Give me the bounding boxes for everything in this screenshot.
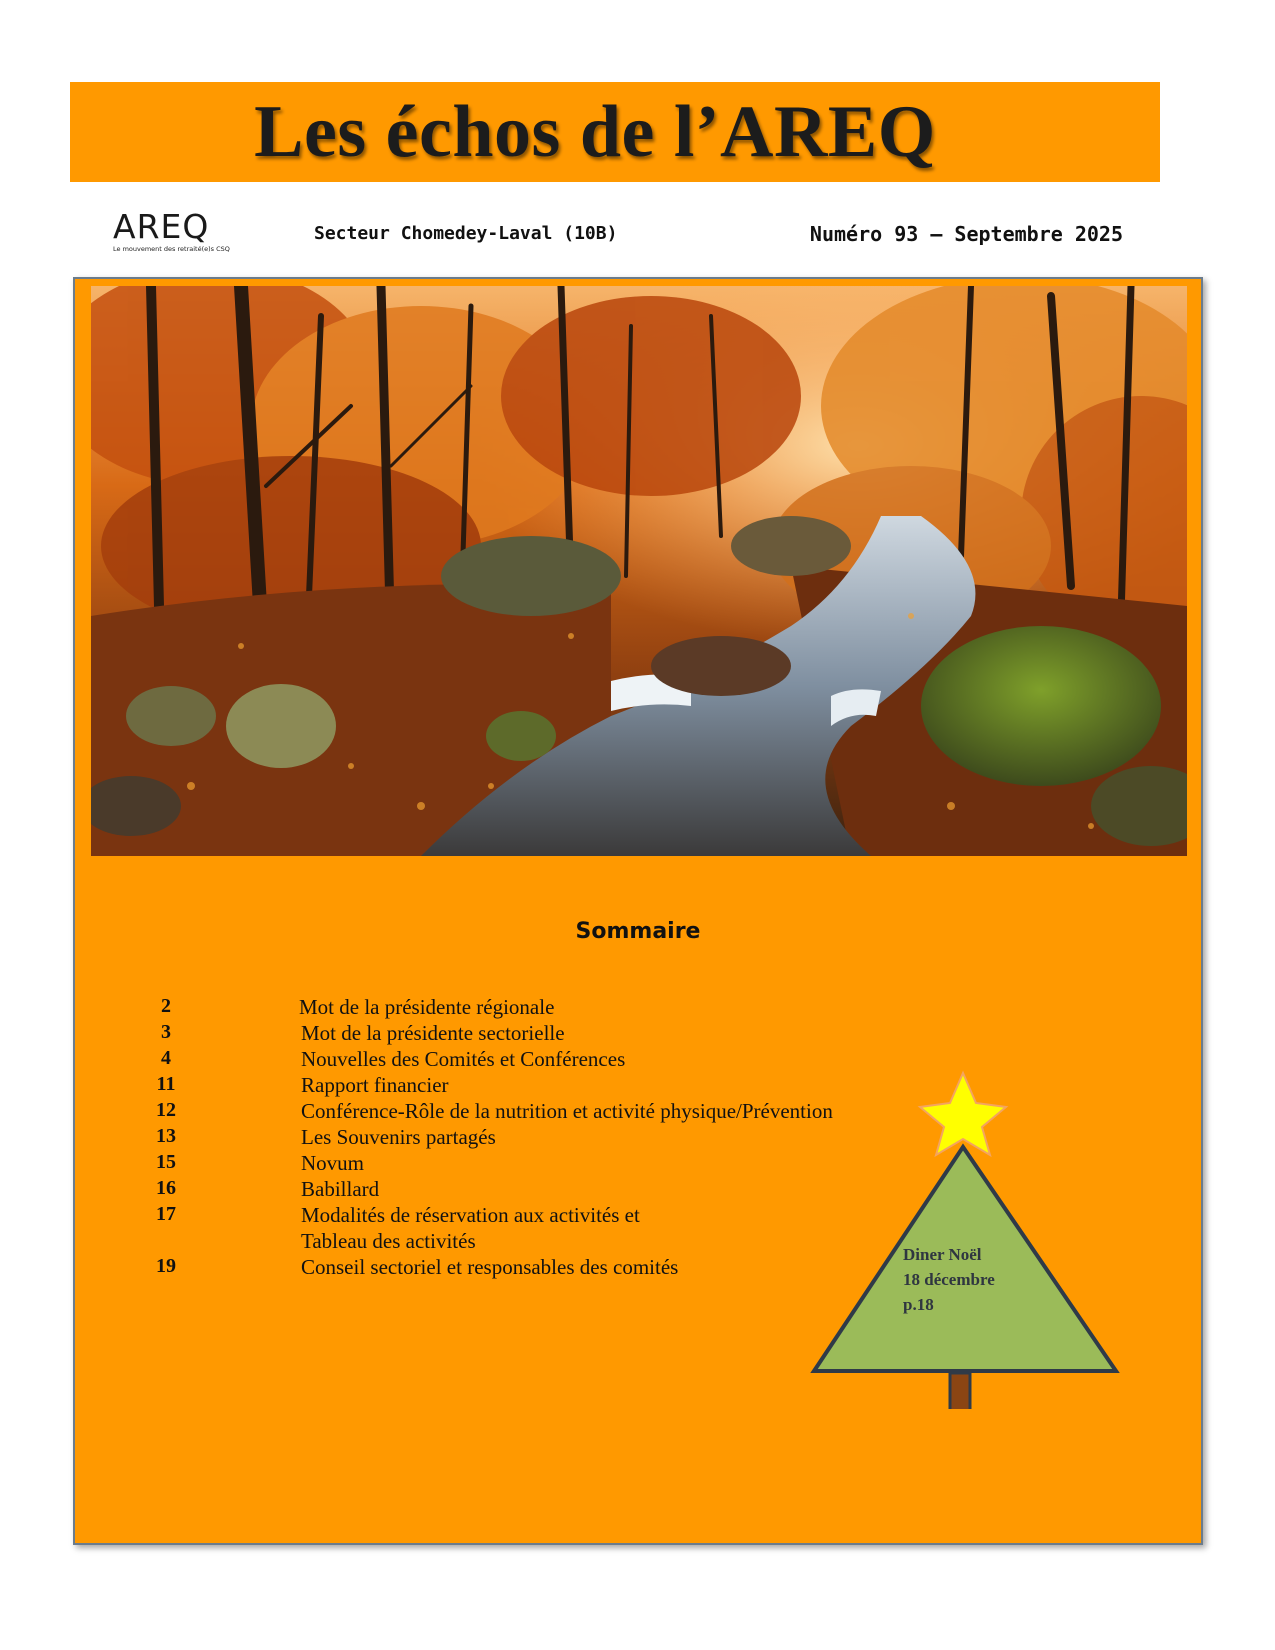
tree-star-icon [920, 1073, 1006, 1155]
sommaire-title: Sommaire [575, 919, 701, 944]
toc-page-number: 12 [156, 1099, 176, 1121]
toc-page-number: 16 [156, 1177, 176, 1199]
callout-line-1: Diner Noël [903, 1245, 982, 1264]
toc-row [135, 1203, 895, 1229]
toc-row [135, 1177, 895, 1203]
toc-page-number: 11 [156, 1073, 176, 1095]
toc-label: Les Souvenirs partagés [301, 1125, 496, 1149]
toc-row [135, 1099, 895, 1125]
logo-tagline: Le mouvement des retraité(e)s CSQ [113, 245, 230, 253]
title-banner [70, 82, 1160, 182]
toc-row [135, 1047, 895, 1073]
toc-page-number: 3 [161, 1021, 171, 1043]
toc-label: Nouvelles des Comités et Conférences [301, 1047, 626, 1071]
toc-row [135, 1125, 895, 1151]
toc-label: Conférence-Rôle de la nutrition et activité physique/Prévention [301, 1099, 833, 1123]
toc-row [135, 1229, 895, 1255]
issue-label: Numéro 93 – Septembre 2025 [809, 222, 1123, 246]
areq-logo [113, 207, 273, 254]
newsletter-title: Les échos de l’AREQ [254, 90, 936, 173]
toc-row [135, 1073, 895, 1099]
logo-wordmark: AREQ [113, 207, 210, 246]
toc-label: Novum [301, 1151, 364, 1175]
toc-label: Conseil sectoriel et responsables des comités [301, 1255, 679, 1279]
toc-page-number: 15 [156, 1151, 176, 1173]
callout-line-2: 18 décembre [903, 1270, 995, 1289]
toc-label: Babillard [301, 1177, 380, 1201]
christmas-tree-icon [808, 1069, 1138, 1409]
toc-row [135, 1255, 895, 1281]
toc-label: Tableau des activités [301, 1229, 476, 1253]
toc-label: Mot de la présidente sectorielle [301, 1021, 565, 1045]
tree-trunk [950, 1373, 970, 1409]
christmas-dinner-callout [903, 1242, 995, 1317]
toc-page-number: 13 [156, 1125, 176, 1147]
autumn-forest-stream-image [91, 286, 1187, 856]
sector-label: Secteur Chomedey-Laval (10B) [314, 223, 618, 244]
table-of-contents [135, 995, 895, 1281]
toc-page-number: 17 [156, 1203, 176, 1225]
cover-photo [91, 286, 1187, 856]
toc-label: Modalités de réservation aux activités et [301, 1203, 640, 1227]
toc-row [135, 1151, 895, 1177]
callout-line-3: p.18 [903, 1295, 934, 1314]
toc-page-number: 2 [161, 995, 171, 1017]
toc-row [135, 1021, 895, 1047]
toc-label: Rapport financier [301, 1073, 449, 1097]
toc-page-number: 19 [156, 1255, 176, 1277]
toc-page-number: 4 [161, 1047, 171, 1069]
cover-box [73, 277, 1203, 1545]
toc-label: Mot de la présidente régionale [299, 995, 555, 1019]
toc-row [135, 995, 895, 1021]
